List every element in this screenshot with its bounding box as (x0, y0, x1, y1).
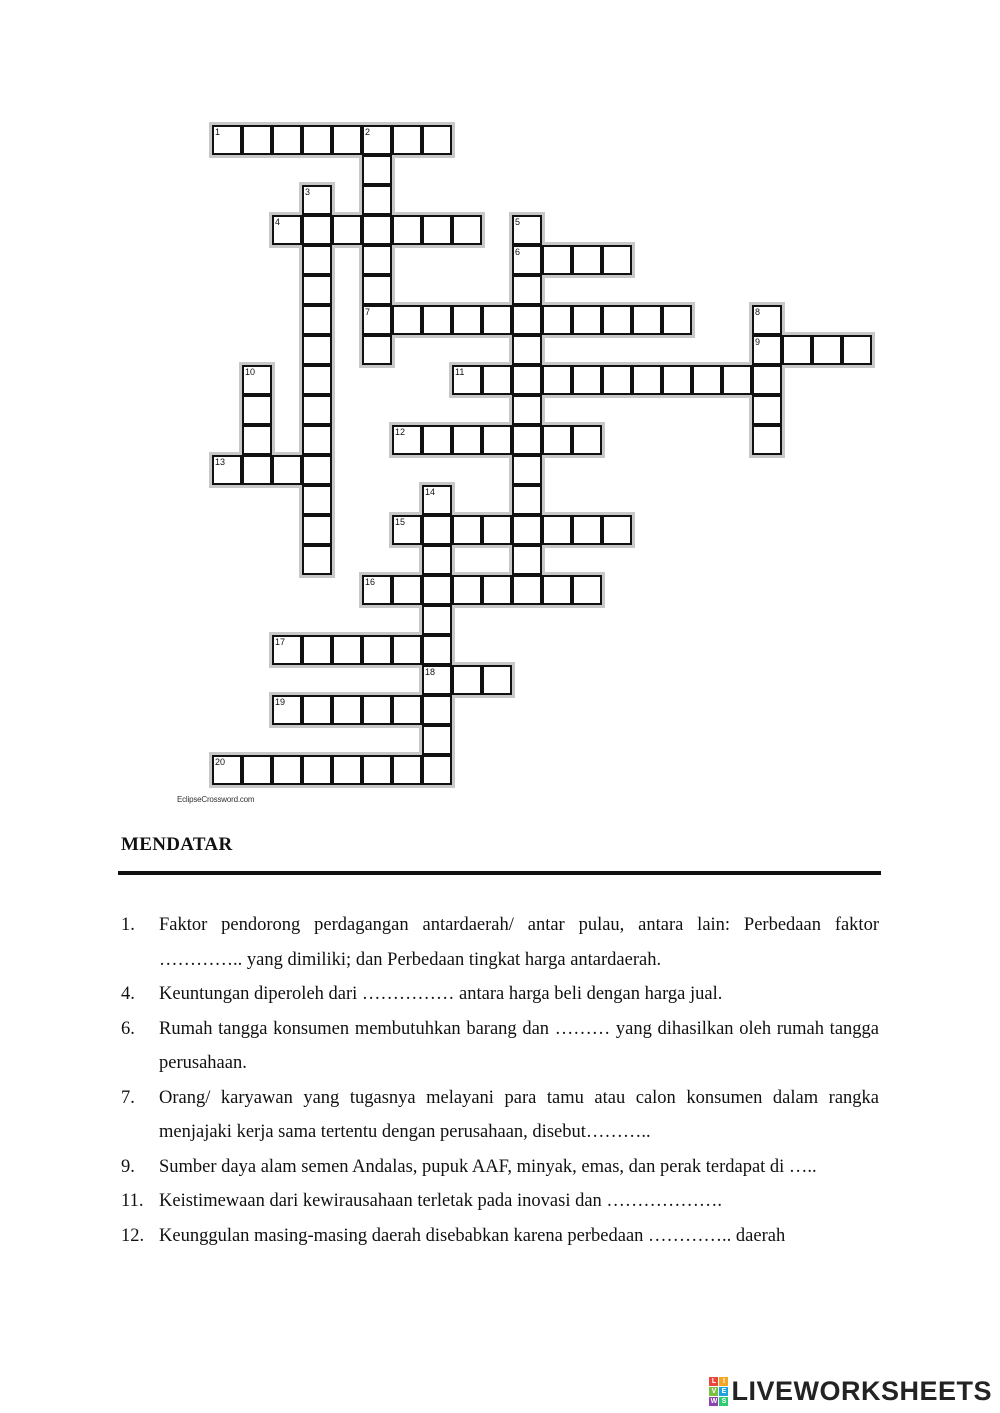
crossword-cell[interactable] (842, 335, 872, 365)
crossword-cell[interactable] (572, 245, 602, 275)
heading-divider (118, 871, 881, 875)
crossword-cell[interactable] (302, 425, 332, 455)
crossword-cell[interactable] (512, 545, 542, 575)
clue-item (121, 1012, 879, 1081)
crossword-cell[interactable] (392, 575, 422, 605)
cell-number: 4 (275, 217, 281, 227)
crossword-cell[interactable] (572, 575, 602, 605)
crossword-cell[interactable] (632, 365, 662, 395)
crossword-cell[interactable] (362, 335, 392, 365)
clue-item (121, 1219, 879, 1254)
crossword-cell[interactable] (602, 515, 632, 545)
crossword-cell[interactable] (302, 335, 332, 365)
crossword-cell[interactable] (392, 755, 422, 785)
cell-number: 14 (425, 487, 436, 497)
crossword-cell[interactable] (662, 365, 692, 395)
crossword-cell[interactable] (632, 305, 662, 335)
crossword-cell[interactable] (302, 635, 332, 665)
crossword-cell[interactable] (482, 305, 512, 335)
liveworksheets-logo-icon (709, 1377, 728, 1406)
crossword-cell[interactable] (452, 215, 482, 245)
crossword-cell[interactable] (362, 245, 392, 275)
crossword-cell[interactable] (302, 365, 332, 395)
crossword-cell[interactable] (392, 215, 422, 245)
cell-number: 11 (455, 367, 465, 377)
crossword-cell[interactable] (362, 215, 392, 245)
crossword-cell[interactable] (392, 635, 422, 665)
cell-number: 13 (215, 457, 226, 467)
crossword-cell[interactable] (302, 395, 332, 425)
crossword-cell[interactable] (512, 215, 542, 245)
clue-text: Keistimewaan dari kewirausahaan terletak pada inovasi dan ………………. (159, 1191, 723, 1211)
crossword-cell[interactable] (362, 635, 392, 665)
crossword-cell[interactable] (212, 455, 242, 485)
cell-number: 18 (425, 667, 436, 677)
crossword-cell[interactable] (302, 185, 332, 215)
crossword-cell[interactable] (452, 665, 482, 695)
crossword-cell[interactable] (212, 125, 242, 155)
crossword-cell[interactable] (512, 425, 542, 455)
crossword-cell[interactable] (272, 755, 302, 785)
crossword-cell[interactable] (752, 395, 782, 425)
crossword-cell[interactable] (512, 245, 542, 275)
crossword-credit: EclipseCrossword.com (177, 795, 255, 804)
cell-number: 5 (515, 217, 521, 227)
crossword-cell[interactable] (482, 575, 512, 605)
logo-icon-tile: S (719, 1397, 728, 1406)
crossword-cell[interactable] (422, 635, 452, 665)
crossword-cell[interactable] (242, 425, 272, 455)
clue-number: 4. (121, 984, 135, 1004)
crossword-cell[interactable] (272, 695, 302, 725)
crossword-cell[interactable] (332, 215, 362, 245)
crossword-cell[interactable] (692, 365, 722, 395)
crossword-cell[interactable] (242, 365, 272, 395)
crossword-cell[interactable] (512, 485, 542, 515)
crossword-cell[interactable] (302, 215, 332, 245)
crossword-cell[interactable] (392, 695, 422, 725)
clue-item (121, 1184, 879, 1219)
clue-item (121, 1150, 879, 1185)
crossword-cell[interactable] (302, 515, 332, 545)
cell-number: 12 (395, 427, 406, 437)
crossword-cell[interactable] (362, 755, 392, 785)
crossword-cell[interactable] (542, 575, 572, 605)
crossword-cell[interactable] (272, 455, 302, 485)
crossword-cell[interactable] (332, 755, 362, 785)
logo-icon-tile: L (709, 1377, 718, 1386)
crossword-cell[interactable] (812, 335, 842, 365)
crossword-cell[interactable] (752, 305, 782, 335)
crossword-cell[interactable] (602, 365, 632, 395)
cell-number: 15 (395, 517, 406, 527)
crossword-cell[interactable] (482, 515, 512, 545)
crossword-cell[interactable] (422, 545, 452, 575)
crossword-cell[interactable] (242, 455, 272, 485)
clue-list (121, 908, 879, 1253)
crossword-cell[interactable] (512, 305, 542, 335)
crossword-cell[interactable] (332, 695, 362, 725)
logo-icon-tile: V (709, 1387, 718, 1396)
crossword-cell[interactable] (722, 365, 752, 395)
crossword-cell[interactable] (422, 515, 452, 545)
crossword-cell[interactable] (662, 305, 692, 335)
clue-text: Sumber daya alam semen Andalas, pupuk AAF, minyak, emas, dan perak terdapat di ….. (159, 1156, 817, 1177)
cell-number: 8 (755, 307, 761, 317)
crossword-cell[interactable] (302, 695, 332, 725)
cell-number: 19 (275, 697, 286, 707)
crossword-cell[interactable] (602, 245, 632, 275)
crossword-cell[interactable] (602, 305, 632, 335)
crossword-cell[interactable] (542, 305, 572, 335)
crossword-cell[interactable] (782, 335, 812, 365)
crossword-cell[interactable] (302, 245, 332, 275)
crossword-cell[interactable] (302, 485, 332, 515)
cell-number: 9 (755, 337, 761, 347)
crossword-cell[interactable] (512, 365, 542, 395)
logo-icon-tile: I (719, 1377, 728, 1386)
crossword-cell[interactable] (392, 305, 422, 335)
clue-text: Orang/ karyawan yang tugasnya melayani para tamu atau calon konsumen dalam rangka menjajaki kerja sama tertentu dengan perusahaan, disebut……….. (159, 1087, 879, 1142)
clue-number: 12. (121, 1225, 145, 1246)
crossword-cell[interactable] (512, 275, 542, 305)
crossword-cell[interactable] (422, 755, 452, 785)
crossword-cell[interactable] (362, 305, 392, 335)
crossword-cell[interactable] (362, 125, 392, 155)
crossword-cell[interactable] (422, 665, 452, 695)
crossword-cell[interactable] (452, 305, 482, 335)
clue-number: 11. (121, 1191, 144, 1211)
crossword-cell[interactable] (752, 425, 782, 455)
crossword-cell[interactable] (542, 515, 572, 545)
cell-number: 16 (365, 577, 376, 587)
crossword-cell[interactable] (452, 575, 482, 605)
crossword-cell[interactable] (572, 365, 602, 395)
crossword-cell[interactable] (332, 635, 362, 665)
crossword-cell[interactable] (422, 215, 452, 245)
crossword-cell[interactable] (512, 515, 542, 545)
crossword-cell[interactable] (242, 125, 272, 155)
clue-number: 9. (121, 1156, 135, 1177)
crossword-cell[interactable] (392, 425, 422, 455)
cell-number: 17 (275, 637, 286, 647)
crossword-cell[interactable] (422, 125, 452, 155)
crossword-cell[interactable] (512, 335, 542, 365)
crossword-cell[interactable] (272, 125, 302, 155)
crossword-cell[interactable] (302, 125, 332, 155)
crossword-cell[interactable] (362, 695, 392, 725)
crossword-cell[interactable] (242, 395, 272, 425)
brand-name: LIVEWORKSHEETS (731, 1376, 992, 1406)
clue-text: Keuntungan diperoleh dari …………… antara harga beli dengan harga jual. (159, 984, 723, 1004)
cell-number: 1 (215, 127, 221, 137)
cell-number: 20 (215, 757, 226, 767)
crossword-cell[interactable] (302, 755, 332, 785)
clue-item (121, 908, 879, 977)
crossword-cell[interactable] (422, 605, 452, 635)
crossword-cell[interactable] (362, 575, 392, 605)
cell-number: 7 (365, 307, 371, 317)
logo-icon-tile: E (719, 1387, 728, 1396)
cell-number: 3 (305, 187, 311, 197)
crossword-cell[interactable] (302, 305, 332, 335)
crossword-cell[interactable] (212, 755, 242, 785)
crossword-cell[interactable] (422, 425, 452, 455)
crossword-cell[interactable] (362, 155, 392, 185)
crossword-cell[interactable] (542, 425, 572, 455)
crossword-cell[interactable] (482, 365, 512, 395)
crossword-cell[interactable] (452, 365, 482, 395)
crossword-cell[interactable] (572, 515, 602, 545)
clue-item (121, 977, 879, 1012)
clue-number: 7. (121, 1087, 135, 1108)
crossword-cell[interactable] (542, 365, 572, 395)
section-heading: MENDATAR (121, 834, 233, 855)
cell-number: 2 (365, 127, 371, 137)
crossword-cell[interactable] (422, 485, 452, 515)
clue-text: Faktor pendorong perdagangan antardaerah/ antar pulau, antara lain: Perbedaan faktor ………….. yang dimiliki; dan Perbedaan tingkat harga antardaerah. (159, 915, 879, 970)
crossword-cell[interactable] (392, 125, 422, 155)
crossword-cell[interactable] (572, 305, 602, 335)
clue-number: 6. (121, 1018, 135, 1039)
liveworksheets-logo (709, 1376, 992, 1407)
clue-text: Keunggulan masing-masing daerah disebabkan karena perbedaan ………….. daerah (159, 1225, 786, 1246)
crossword-cell[interactable] (752, 365, 782, 395)
crossword-cell[interactable] (512, 575, 542, 605)
cell-number: 10 (245, 367, 256, 377)
crossword-cell[interactable] (272, 635, 302, 665)
clue-number: 1. (121, 915, 135, 935)
crossword-cell[interactable] (362, 275, 392, 305)
cell-number: 6 (515, 247, 521, 257)
crossword-cell[interactable] (482, 425, 512, 455)
crossword-cell[interactable] (542, 245, 572, 275)
crossword-cell[interactable] (302, 545, 332, 575)
crossword-cell[interactable] (242, 755, 272, 785)
crossword-cell[interactable] (422, 695, 452, 725)
crossword-cell[interactable] (452, 425, 482, 455)
crossword-cell[interactable] (422, 305, 452, 335)
clue-item (121, 1081, 879, 1150)
crossword-cell[interactable] (422, 725, 452, 755)
logo-icon-tile: W (710, 1398, 718, 1405)
crossword-cell[interactable] (512, 395, 542, 425)
crossword-cell[interactable] (302, 455, 332, 485)
crossword-cell[interactable] (272, 215, 302, 245)
crossword-cell[interactable] (332, 125, 362, 155)
clue-text: Rumah tangga konsumen membutuhkan barang dan ……… yang dihasilkan oleh rumah tangga perusahaan. (159, 1018, 879, 1073)
crossword-cell[interactable] (392, 515, 422, 545)
crossword-cell[interactable] (362, 185, 392, 215)
crossword-cell[interactable] (572, 425, 602, 455)
crossword-cell[interactable] (422, 575, 452, 605)
crossword-cell[interactable] (752, 335, 782, 365)
crossword-cell[interactable] (452, 515, 482, 545)
crossword-cell[interactable] (302, 275, 332, 305)
crossword-cell[interactable] (512, 455, 542, 485)
crossword-cell[interactable] (482, 665, 512, 695)
